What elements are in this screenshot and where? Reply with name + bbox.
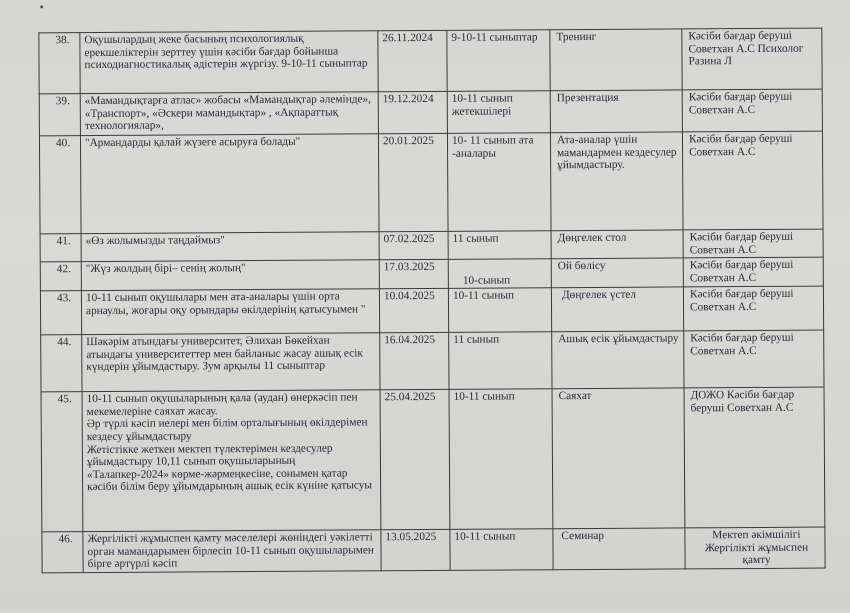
event-audience: 11 сынып [449,332,552,390]
row-number: 42. [40,262,81,291]
event-title-multiline [82,390,381,532]
row-number: 40. [39,136,81,234]
row-number: 44. [41,335,82,392]
event-line: Әр түрлі кәсіп иелері мен білім орталығының өкілдерімен кездесу ұйымдастыру [86,416,368,444]
event-date: 10.04.2025 [379,289,448,333]
row-number: 38. [39,33,80,94]
table-row [41,387,825,532]
event-line: «Талапкер-2024» көрме-жәрмеңкесіне, сонымен қатар кәсіби білім беру ұйымдарының ашық есік күніне қатысуы [86,467,372,494]
row-number: 45. [41,392,83,532]
table-row [42,527,825,573]
event-form: Презентация [550,90,682,133]
event-responsible: Кәсіби бағдар беруші Советхан А.С [683,286,823,331]
event-responsible: ДОЖО Кәсіби бағдар беруші Советхан А.С [684,387,825,528]
event-date: 07.02.2025 [379,231,448,260]
row-number: 43. [40,291,81,335]
event-title: Жергілікті жұмыспен қамту мәселелері жөніндегі уәкілетті орган мамандарымен бірлесіп 10-11 сынып оқушыларымен бірге әртүрлі кәсіп [83,530,381,573]
event-responsible: Кәсіби бағдар беруші Советхан А.С Психолог Разина Л [682,28,822,90]
event-form: Саяхат [552,388,685,529]
event-audience: 10-11 сынып [450,529,553,570]
event-responsible: Кәсіби бағдар беруші Советхан А.С [683,257,823,287]
table-row [39,131,823,234]
event-title: Оқушылардың жеке басының психологиялық ерекшеліктерін зерттеу үшін кәсіби бағдар бойынша психодиагностикалық әдістерін жүргізу. 9-10-11 сыныптар [80,31,378,94]
event-responsible: Кәсіби бағдар беруші Советхан А.С [682,89,822,132]
page-mark [40,5,43,8]
table-row [40,286,823,335]
event-audience: 11 сынып [448,231,551,260]
event-form: Семинар [553,528,685,570]
event-form: Дөңгелек үстел [551,287,683,332]
event-form: Ата-аналар үшін мамандармен кездесулер ұйымдастыру. [550,132,683,231]
row-number: 39. [39,94,80,136]
event-responsible: Кәсіби бағдар беруші Советхан А.С [683,229,823,258]
event-title: "Жүз жолдың бірі– сенің жолың" [81,260,379,291]
event-line: Жетістікке жеткен мектеп түлектерімен кездесулер ұйымдастыру 10,11 сынып оқушыларының [86,442,333,469]
event-date: 16.04.2025 [380,333,449,390]
table-row [39,89,822,136]
event-form: Ой бөлісу [551,258,683,288]
event-date: 19.12.2024 [378,91,447,133]
event-date: 26.11.2024 [378,30,447,91]
event-audience: 9-10-11 сыныптар [447,30,550,92]
event-line: 10-11 сынып оқушыларының қала (аудан) өнеркәсіп пен мекемелеріне саяхат жасау. [86,391,358,418]
event-responsible: Кәсіби бағдар беруші Советхан А.С [682,131,823,230]
row-number: 46. [42,532,83,573]
event-title: "Армандарды қалай жүзеге асыруға болады" [80,134,379,234]
event-date: 17.03.2025 [379,260,448,289]
event-audience: 10-11 сынып [449,389,553,530]
table-row [41,330,824,392]
event-audience: 10-сынып [448,259,551,289]
events-table [38,28,825,574]
event-title: 10-11 сынып оқушылары мен ата-аналары үшін орта арнаулы, жоғары оқу орындары өкілдерінің қатысуымен " [81,289,379,335]
row-number: 41. [40,234,81,262]
event-audience: 10-11 сынып [448,288,551,333]
event-responsible: Кәсіби бағдар беруші Советхан А.С [684,330,824,388]
event-audience: 10- 11 сынып ата -аналары [447,133,551,232]
event-audience: 10-11 сынып жетекшілері [447,91,550,134]
event-responsible: Мектеп әкімшілігі Жергілікті жұмыспен қамту [685,527,825,569]
event-title: Шәкәрім атындағы университет, Әлихан Бөкейхан атындағы университеттер мен байланыс жасау ашық есік күндерін ұйымдастыру. Зум арқылы 11 сыныптар [82,333,380,392]
event-form: Тренинг [550,29,682,91]
event-date: 20.01.2025 [378,133,448,231]
event-title: «Мамандықтарға атлас» жобасы «Мамандықтар әлемінде», «Транспорт», «Әскери мамандықтар» , «Ақпараттық технологиялар», [80,92,378,136]
table-row [39,28,822,94]
event-date: 13.05.2025 [381,530,450,571]
event-form: Дөңгелек стол [551,230,683,259]
event-date: 25.04.2025 [380,390,450,530]
event-title: «Өз жолымызды таңдаймыз" [81,232,379,262]
event-form: Ашық есік ұйымдастыру [552,331,684,389]
